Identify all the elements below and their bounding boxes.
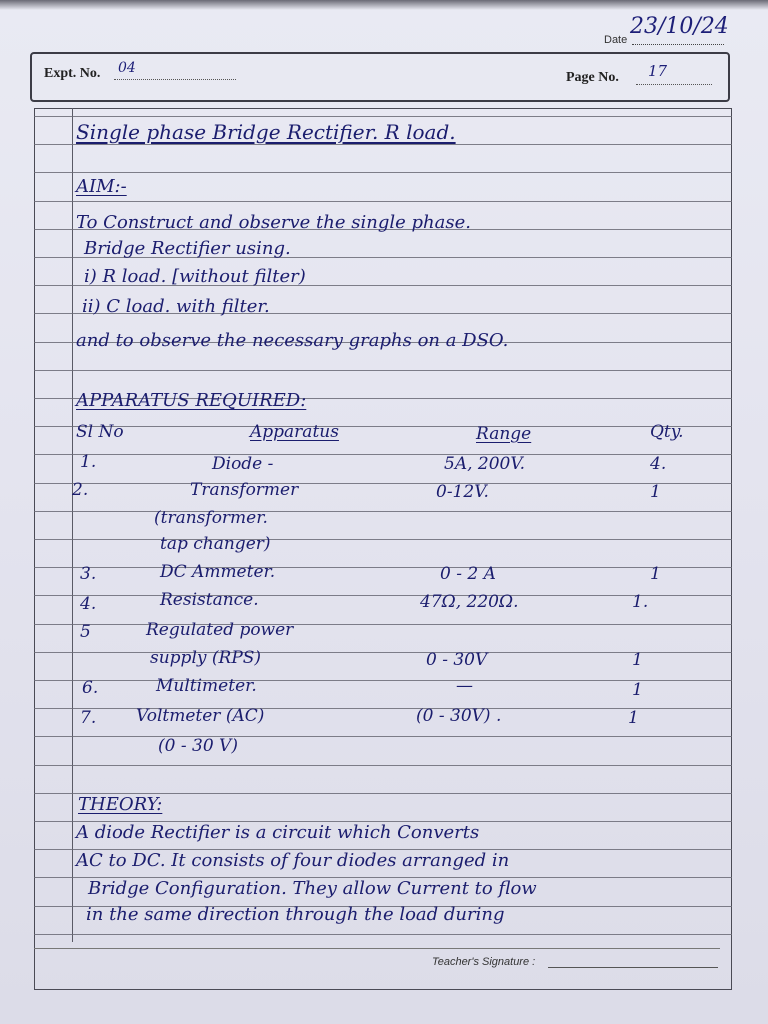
page-no-label: Page No. [566, 70, 619, 85]
row-6-qty: 1 [632, 680, 643, 700]
teacher-signature-line [548, 967, 718, 968]
row-2-qty: 1 [650, 482, 661, 502]
theory-line-3: Bridge Configuration. They allow Current to flow [88, 878, 537, 899]
date-value: 23/10/24 [630, 14, 729, 39]
row-2-range: 0-12V. [436, 482, 489, 502]
theory-line-2: AC to DC. It consists of four diodes arranged in [76, 850, 510, 871]
date-label: Date [604, 34, 628, 46]
row-7-apparatus-note-1: (0 - 30 V) [158, 736, 238, 756]
row-4-range: 47Ω, 220Ω. [420, 592, 519, 612]
row-6-no: 6. [82, 678, 99, 698]
ruled-line [34, 483, 732, 484]
ruled-line [34, 652, 732, 653]
ruled-line [34, 736, 732, 737]
ruled-line [34, 934, 732, 935]
aim-line-3: i) R load. [without filter) [84, 266, 306, 287]
row-3-range: 0 - 2 A [440, 564, 496, 584]
ruled-line [34, 680, 732, 681]
ruled-line [34, 116, 732, 117]
date-dotted-line [632, 44, 724, 45]
theory-line-1: A diode Rectifier is a circuit which Converts [76, 822, 480, 843]
row-7-qty: 1 [628, 708, 639, 728]
ruled-line [34, 426, 732, 427]
col-header-apparatus: Apparatus [250, 422, 339, 442]
row-2-apparatus: Transformer [190, 480, 299, 500]
ruled-line [34, 567, 732, 568]
aim-line-2: Bridge Rectifier using. [84, 238, 291, 259]
ruled-line [34, 172, 732, 173]
row-2-apparatus-note-1: (transformer. [154, 508, 268, 528]
ruled-line [34, 370, 732, 371]
ruled-line [34, 511, 732, 512]
page-dotted-line [636, 84, 712, 85]
row-5-apparatus: Regulated power [146, 620, 294, 640]
ruled-line [34, 624, 732, 625]
col-header-qty: Qty. [650, 422, 684, 442]
aim-line-4: ii) C load. with filter. [82, 296, 270, 317]
col-header-range: Range [476, 424, 532, 444]
row-6-range: — [456, 676, 473, 696]
row-3-qty: 1 [650, 564, 661, 584]
row-5-apparatus-note-1: supply (RPS) [150, 648, 262, 668]
row-1-range: 5A, 200V. [444, 454, 526, 474]
row-1-no: 1. [80, 452, 97, 472]
teacher-signature-label: Teacher's Signature : [432, 956, 536, 968]
row-3-no: 3. [80, 564, 97, 584]
expt-no-value: 04 [118, 60, 136, 76]
row-7-apparatus: Voltmeter (AC) [136, 706, 265, 726]
margin-line [72, 108, 73, 942]
row-2-no: 2. [72, 480, 89, 500]
top-shadow [0, 0, 768, 10]
row-4-no: 4. [80, 594, 97, 614]
row-1-apparatus: Diode - [212, 454, 274, 474]
theory-line-4: in the same direction through the load during [86, 904, 505, 925]
row-7-no: 7. [80, 708, 97, 728]
row-7-range: (0 - 30V) . [416, 706, 502, 726]
expt-dotted-line [114, 79, 236, 80]
row-5-qty: 1 [632, 650, 643, 670]
row-1-qty: 4. [650, 454, 667, 474]
row-4-qty: 1. [632, 592, 649, 612]
row-2-apparatus-note-2: tap changer) [160, 534, 271, 554]
ruled-line [34, 144, 732, 145]
date-area [604, 10, 754, 50]
ruled-line [34, 595, 732, 596]
row-5-no: 5 [80, 622, 91, 642]
expt-no-label: Expt. No. [44, 66, 101, 81]
col-header-slno: Sl No [76, 422, 124, 442]
aim-line-5: and to observe the necessary graphs on a DSO. [76, 330, 509, 351]
page-no-value: 17 [648, 62, 668, 80]
row-3-apparatus: DC Ammeter. [160, 562, 276, 582]
ruled-line [34, 454, 732, 455]
ruled-line [34, 765, 732, 766]
ruled-line [34, 201, 732, 202]
ruled-line [34, 539, 732, 540]
row-4-apparatus: Resistance. [160, 590, 259, 610]
bottom-rule [34, 948, 720, 949]
row-6-apparatus: Multimeter. [156, 676, 257, 696]
aim-heading: AIM:- [76, 176, 127, 197]
theory-heading: THEORY: [78, 794, 163, 815]
apparatus-heading: APPARATUS REQUIRED: [76, 390, 307, 411]
page-title: Single phase Bridge Rectifier. R load. [76, 120, 456, 144]
aim-line-1: To Construct and observe the single phase. [76, 212, 471, 233]
row-5-range: 0 - 30V [426, 650, 488, 670]
